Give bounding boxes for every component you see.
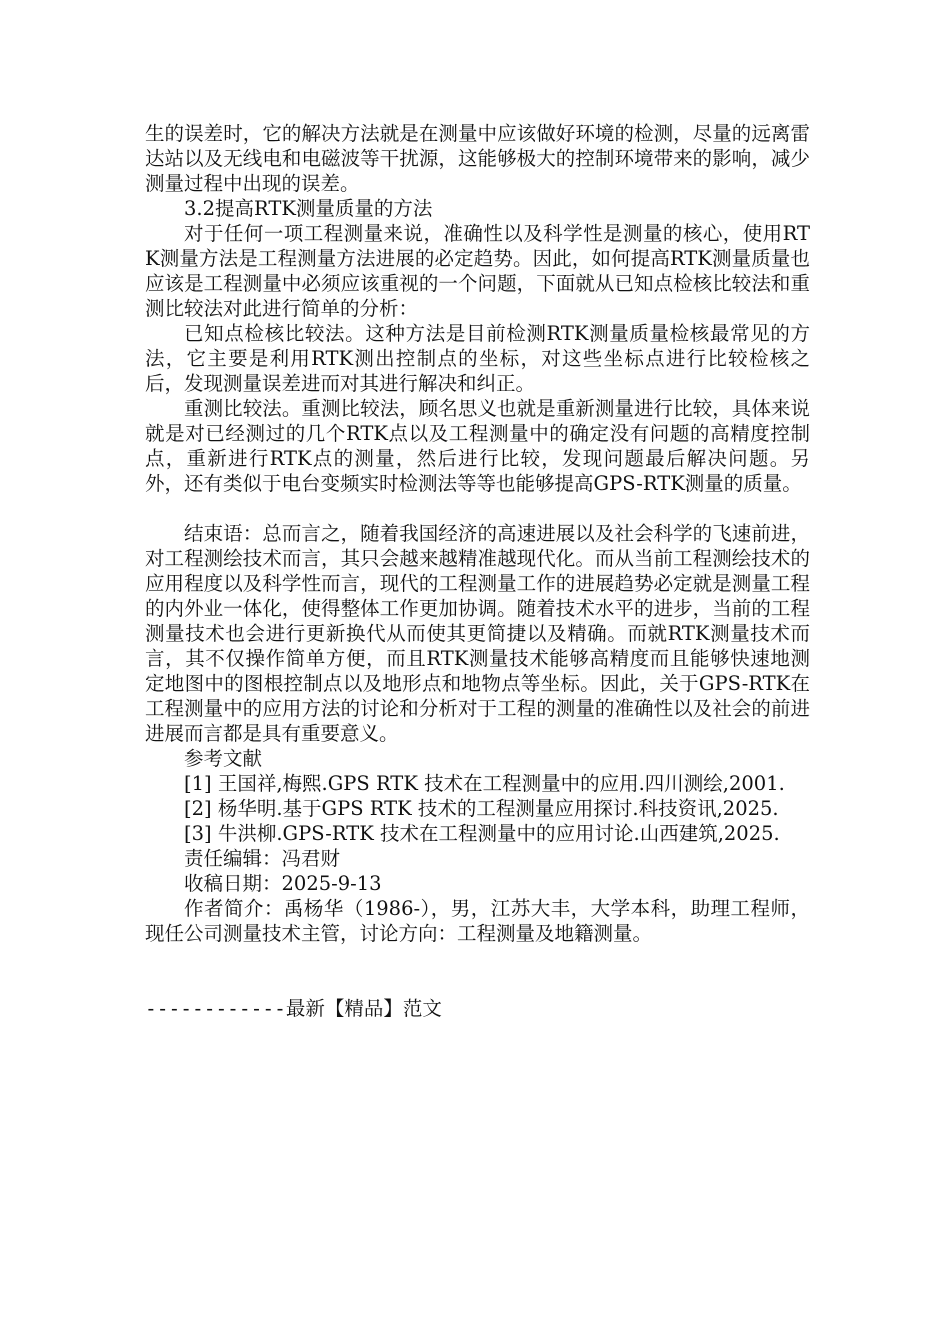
intro-paragraph: 生的误差时，它的解决方法就是在测量中应该做好环境的检测，尽量的远离雷达站以及无线电和电磁波等干扰源，这能够极大的控制环境带来的影响，减少测量过程中出现的误差。 [145, 122, 810, 195]
footer-line [145, 996, 810, 1021]
conclusion-paragraph: 结束语：总而言之，随着我国经济的高速进展以及社会科学的飞速前进，对工程测绘技术而言，其只会越来越精准越现代化。而从当前工程测绘技术的应用程度以及科学性而言，现代的工程测量工作的进展趋势必定就是测量工程的内外业一体化，使得整体工作更加协调。随着技术水平的进步，当前的工程测量技术也会进行更新换代从而使其更简捷以及精确。而就RTK测量技术而言，其不仅操作简单方便，而且RTK测量技术能够高精度而且能够快速地测定地图中的图根控制点以及地形点和地物点等坐标。因此，关于GPS-RTK在工程测量中的应用方法的讨论和分析对于工程的测量的准确性以及社会的前进进展而言都是具有重要意义。 [145, 522, 810, 745]
editor-line: 责任编辑：冯君财 [184, 847, 341, 870]
section-heading: 3.2提高RTK测量质量的方法 [184, 197, 433, 220]
section-paragraph-2: 已知点检核比较法。这种方法是目前检测RTK测量质量检核最常见的方法，它主要是利用RTK测出控制点的坐标，对这些坐标点进行比较检核之后，发现测量误差进而对其进行解决和纠正。 [145, 322, 810, 395]
references-heading: 参考文献 [184, 747, 263, 770]
author-bio: 作者简介：禹杨华（1986-），男，江苏大丰，大学本科，助理工程师，现任公司测量技术主管，讨论方向：工程测量及地籍测量。 [145, 897, 810, 945]
reference-item-2: [2] 杨华明.基于GPS RTK 技术的工程测量应用探讨.科技资讯,2025. [184, 797, 779, 820]
footer-text: 最新【精品】范文 [285, 997, 442, 1020]
section-paragraph-3: 重测比较法。重测比较法，顾名思义也就是重新测量进行比较，具体来说就是对已经测过的几个RTK点以及工程测量中的确定没有问题的高精度控制点，重新进行RTK点的测量，然后进行比较，发现问题最后解决问题。另外，还有类似于电台变频实时检测法等等也能够提高GPS-RTK测量的质量。 [145, 397, 810, 495]
footer-dashes: ------------ [145, 997, 286, 1020]
document-page [145, 121, 810, 1021]
section-paragraph-1: 对于任何一项工程测量来说，准确性以及科学性是测量的核心，使用RTK测量方法是工程测量方法进展的必定趋势。因此，如何提高RTK测量质量也应该是工程测量中必须应该重视的一个问题，下面就从已知点检核比较法和重测比较法对此进行简单的分析： [145, 222, 810, 320]
received-date-line: 收稿日期：2025-9-13 [184, 872, 382, 895]
reference-item-3: [3] 牛洪柳.GPS-RTK 技术在工程测量中的应用讨论.山西建筑,2025. [184, 822, 780, 845]
reference-item-1: [1] 王国祥,梅熙.GPS RTK 技术在工程测量中的应用.四川测绘,2001. [184, 772, 785, 795]
